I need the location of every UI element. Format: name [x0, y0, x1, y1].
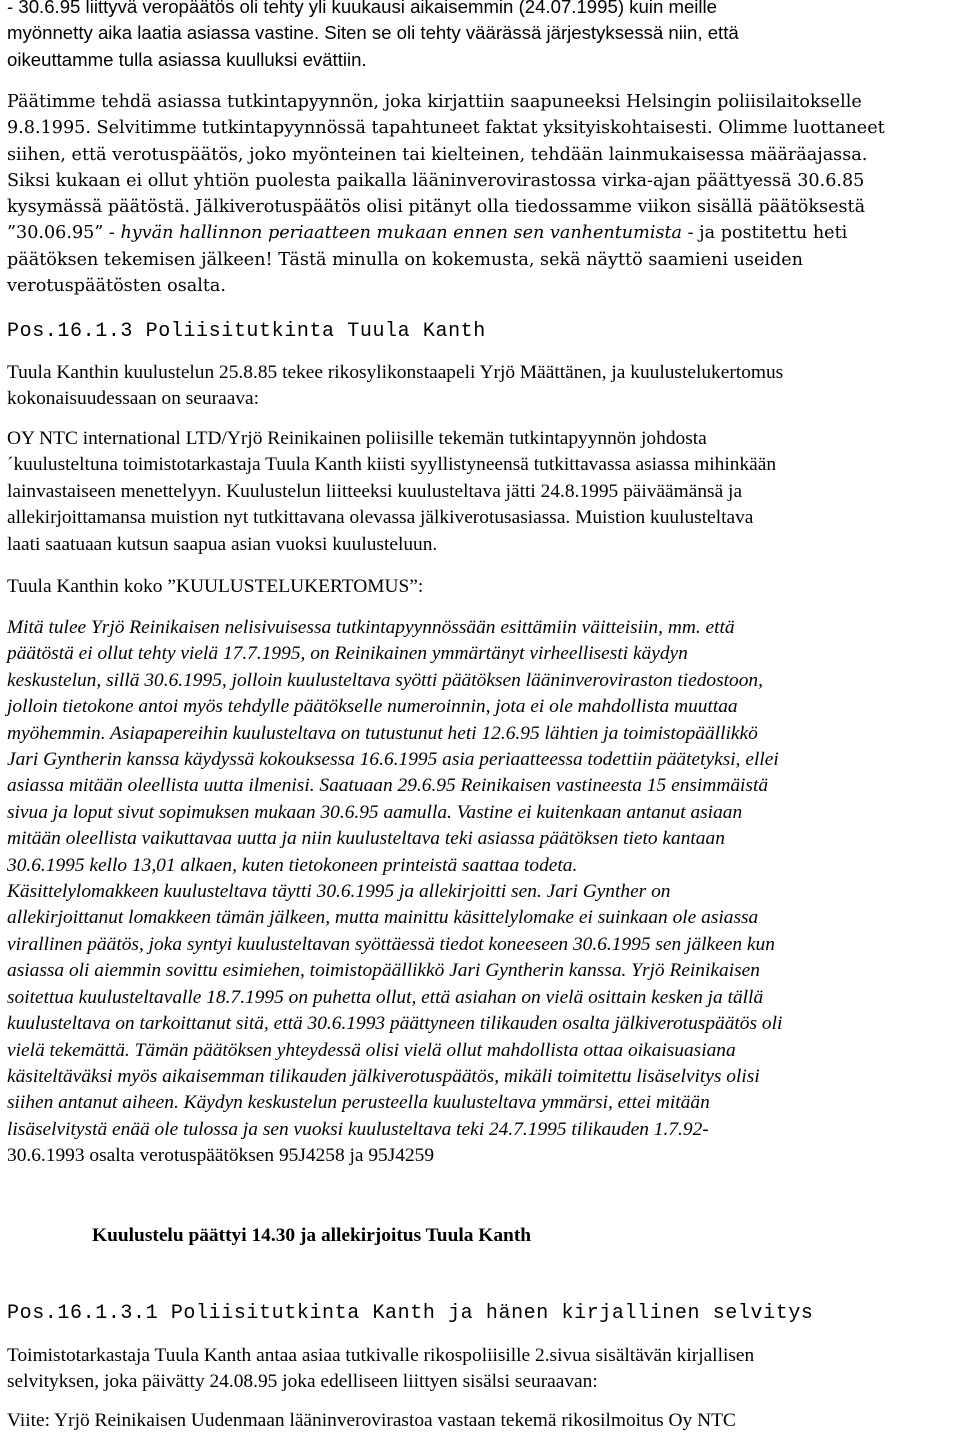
text-line: - 30.6.95 liittyvä veropäätös oli tehty yli kuukausi aikaisemmin (24.07.1995) kuin meille: [7, 0, 718, 17]
text-line: kuulusteltava on tarkoittanut sitä, että 30.6.1993 päättyneen tilikauden osalta jälkiverotuspäätös oli: [7, 1013, 783, 1035]
paragraph-interrogation-summary: [7, 426, 957, 558]
text-line: allekirjoittanut lomakkeen tämän jälkeen, mutta mainittu käsittelylomake ei suinkaan ole asiassa: [7, 907, 759, 929]
text-line: ´kuulusteltuna toimistotarkastaja Tuula Kanth kiisti syyllistyneensä tutkittavassa asiassa mihinkään: [7, 454, 777, 476]
text-line: virallinen päätös, joka syntyi kuulusteltavan syöttäessä tiedot koneeseen 30.6.1995 sen jälkeen kun: [7, 933, 775, 955]
text-line: asiassa oli aiemmin sovittu esimiehen, toimistopäällikkö Jari Gyntherin kanssa. Yrjö Reinikaisen: [7, 960, 760, 982]
paragraph-interrogation-intro: [7, 360, 957, 413]
paragraph-tax-decision-timing: [7, 0, 957, 73]
text-line: myönnetty aika laatia asiassa vastine. Siten se oli tehty väärässä järjestyksessä niin, että: [7, 22, 739, 44]
text-line: Toimistotarkastaja Tuula Kanth antaa asiaa tutkivalle rikospoliisille 2.sivua sisältävän kirjallisen: [7, 1345, 755, 1366]
text-line: selvityksen, joka päivätty 24.08.95 joka edelliseen liittyen sisälsi seuraavan:: [7, 1371, 598, 1393]
text-segment-italic: hyvän hallinnon periaatteen mukaan ennen sen vanhentumista: [120, 223, 683, 244]
text-line: lainvastaiseen menettelyyn. Kuulustelun liitteeksi kuulusteltava jätti 24.8.1995 päiväämänsä ja: [7, 480, 743, 502]
text-line: siihen antanut aiheen. Käydyn keskustelun perusteella kuulusteltava ymmärsi, ettei mitään: [7, 1092, 710, 1114]
text-line: kysymässä päätöstä. Jälkiverotuspäätös olisi pitänyt olla tiedossamme viikon sisällä päätöksestä: [7, 197, 866, 218]
text-line: lisäselvitystä enää ole tulossa ja sen vuoksi kuulusteltava teki 24.7.1995 tilikauden 1.7.92-: [7, 1118, 709, 1140]
text-line: Tuula Kanthin kuulustelun 25.8.85 tekee rikosylikonstaapeli Yrjö Määttänen, ja kuulustelukertomus: [7, 362, 784, 383]
text-line: siihen, että verotuspäätös, joko myönteinen tai kielteinen, tehdään lainmukaisessa määräajassa.: [7, 144, 868, 165]
text-segment: - ja postitettu heti: [682, 223, 848, 244]
text-line: käsiteltäväksi myös aikaisemman tilikauden jälkiverotuspäätös, mikäli toimitettu lisäselvitys olisi: [7, 1065, 760, 1087]
section-heading: Pos.16.1.3.1 Poliisitutkinta Kanth ja hänen kirjallinen selvitys: [7, 1302, 814, 1325]
interrogation-end-line: Kuulustelu päättyi 14.30 ja allekirjoitus Tuula Kanth: [92, 1225, 532, 1246]
text-line: Mitä tulee Yrjö Reinikaisen nelisivuisessa tutkintapyynnössään esittämiin väitteisiin, mm. että: [7, 617, 735, 638]
text-line: vielä tekemättä. Tämän päätöksen yhteydessä olisi vielä ollut mahdollista ottaa oikaisuasiana: [7, 1039, 736, 1061]
text-line: jolloin tietokone antoi myös tehdylle päätökselle numeroinnin, jota ei ole mahdollista muuttaa: [7, 696, 738, 718]
paragraph-investigation-request: [7, 89, 957, 299]
text-line: OY NTC international LTD/Yrjö Reinikainen poliisille tekemän tutkintapyynnön johdosta: [7, 428, 707, 449]
paragraph-statement: [7, 615, 957, 1170]
text-line-mixed: [7, 220, 957, 246]
text-line: soitettua kuulusteltavalle 18.7.1995 on puhetta ollut, että asiahan on vielä osittain kesken ja tällä: [7, 986, 764, 1008]
text-line: Siksi kukaan ei ollut yhtiön puolesta paikalla lääninverovirastossa virka-ajan päättyessä 30.6.85: [7, 170, 865, 191]
text-line: 30.6.1993 osalta verotuspäätöksen 95J4258 ja 95J4259: [7, 1145, 435, 1167]
text-line: 30.6.1995 kello 13,01 alkaen, kuten tietokoneen printeistä saattaa todeta.: [7, 854, 578, 876]
text-line: verotuspäätösten osalta.: [7, 276, 227, 297]
text-segment: ”30.06.95” -: [7, 223, 121, 244]
section-heading: Pos.16.1.3 Poliisitutkinta Tuula Kanth: [7, 320, 486, 343]
text-line: kokonaisuudessaan on seuraava:: [7, 388, 260, 410]
reference-line: Viite: Yrjö Reinikaisen Uudenmaan lääninverovirastoa vastaan tekemä rikosilmoitus Oy NTC: [7, 1410, 736, 1431]
text-line: myöhemmin. Asiapapereihin kuulusteltava on tutustunut heti 12.6.95 lähtien ja toimistopäällikkö: [7, 722, 758, 744]
text-line: Päätimme tehdä asiassa tutkintapyynnön, joka kirjattiin saapuneeksi Helsingin poliisilaitokselle: [7, 92, 862, 112]
text-line: päätöstä ei ollut tehty vielä 17.7.1995, on Reinikainen ymmärtänyt virheellisesti käydyn: [7, 643, 688, 665]
text-line: oikeuttamme tulla asiassa kuulluksi evättiin.: [7, 48, 367, 70]
text-line: Käsittelylomakkeen kuulusteltava täytti 30.6.1995 ja allekirjoitti sen. Jari Gynther on: [7, 881, 671, 903]
text-line: päätöksen tekemisen jälkeen! Tästä minulla on kokemusta, sekä näyttö saamieni useiden: [7, 249, 803, 270]
text-line: 9.8.1995. Selvitimme tutkintapyynnössä tapahtuneet faktat yksityiskohtaisesti. Olimme luottaneet: [7, 118, 885, 139]
text-line: laati saatuaan kutsun saapua asian vuoksi kuulusteluun.: [7, 533, 438, 555]
text-line: asiassa mitään oleellista uutta ilmenisi. Saatuaan 29.6.95 Reinikaisen vastineesta 15 ensimmäistä: [7, 775, 769, 797]
text-line: allekirjoittamansa muistion nyt tutkittavana olevassa jälkiverotusasiassa. Muistion kuulusteltava: [7, 507, 754, 529]
text-line: Jari Gyntherin kanssa käydyssä kokouksessa 16.6.1995 asia periaatteessa todettiin päätetyksi, ellei: [7, 749, 779, 771]
text-line: sivua ja loput sivut sopimuksen mukaan 30.6.95 aamulla. Vastine ei kuitenkaan antanut asiaan: [7, 801, 743, 823]
report-title-line: Tuula Kanthin koko ”KUULUSTELUKERTOMUS”:: [7, 576, 424, 597]
text-line: mitään oleellista vaikuttavaa uutta ja niin kuulusteltava teki asiassa päätöksen tieto kantaan: [7, 828, 725, 850]
paragraph-written-statement: [7, 1343, 957, 1396]
text-line: keskustelun, sillä 30.6.1995, jolloin kuulusteltava syötti päätöksen lääninveroviraston tiedostoon,: [7, 669, 763, 691]
